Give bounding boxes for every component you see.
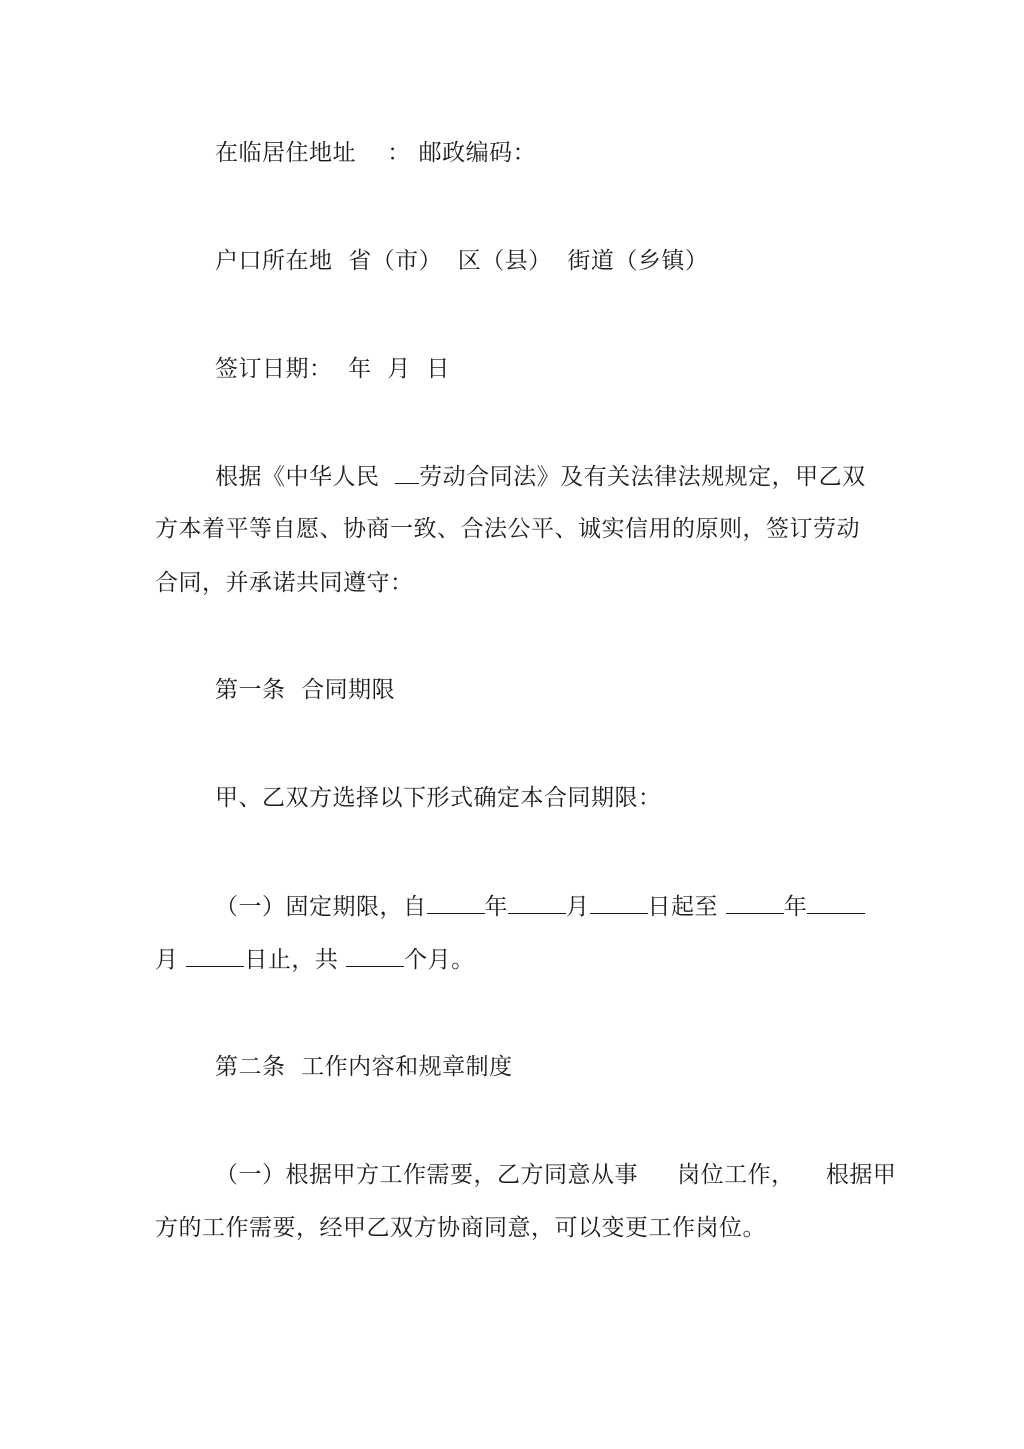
preamble-line-2: 方本着平等自愿、协商一致、合法公平、诚实信用的原则，签订劳动 (155, 516, 860, 542)
start-year-blank (427, 891, 485, 914)
day-to-label: 日止，共 (244, 947, 339, 973)
sign-date-year: 年 (348, 356, 372, 382)
article-1-title: 合同期限 (301, 677, 396, 703)
article-2-item-1-part-3: 根据甲 (825, 1162, 897, 1188)
end-month-label: 月 (155, 947, 179, 973)
hukou-street: 街道（乡镇） (567, 248, 709, 274)
article-1-item-1-line-1 (215, 891, 865, 922)
months-count-blank (346, 944, 404, 967)
start-day-blank (590, 891, 648, 914)
sign-date-month: 月 (387, 356, 411, 382)
preamble-blank (395, 461, 419, 484)
start-month-blank (508, 891, 566, 914)
end-year-label: 年 (783, 894, 808, 920)
article-2-item-1-line-1 (215, 1160, 896, 1190)
article-1-heading (215, 675, 395, 705)
hukou-line (215, 246, 708, 276)
hukou-province: 省（市） (348, 248, 443, 274)
term-start-text: （一）固定期限，自 (215, 894, 427, 920)
preamble-line-1 (215, 461, 866, 492)
postal-code-label: 邮政编码： (418, 140, 537, 166)
article-2-number: 第二条 (215, 1054, 286, 1080)
article-2-item-1-part-1: （一）根据甲方工作需要，乙方同意从事 (215, 1162, 638, 1188)
article-2-item-1-line-2: 方的工作需要，经甲乙双方协商同意，可以变更工作岗位。 (155, 1215, 766, 1241)
end-month-blank (807, 891, 865, 914)
temp-address-line (215, 138, 536, 168)
temp-address-colon: ： (387, 140, 411, 166)
hukou-label: 户口所在地 (215, 248, 333, 274)
article-2-item-1-part-2: 岗位工作， (677, 1162, 795, 1188)
start-year-label: 年 (484, 894, 508, 920)
start-month-label: 月 (566, 894, 590, 920)
preamble-part-1: 根据《中华人民 (215, 464, 380, 490)
preamble-line-3: 合同，并承诺共同遵守： (155, 570, 414, 596)
months-label: 个月。 (404, 947, 475, 973)
temp-address-label: 在临居住地址 (215, 140, 356, 166)
hukou-district: 区（县） (457, 248, 552, 274)
article-2-heading (215, 1052, 513, 1082)
article-1-number: 第一条 (215, 677, 286, 703)
article-1-item-1-line-2 (155, 944, 475, 975)
sign-date-line (215, 354, 450, 384)
article-1-intro: 甲、乙双方选择以下形式确定本合同期限： (215, 785, 662, 811)
end-day-blank (186, 944, 244, 967)
preamble-part-2: 劳动合同法》及有关法律法规规定，甲乙双 (419, 464, 866, 490)
end-year-blank (726, 891, 784, 914)
article-2-title: 工作内容和规章制度 (301, 1054, 513, 1080)
sign-date-label: 签订日期： (215, 356, 333, 382)
day-from-label: 日起至 (647, 894, 718, 920)
sign-date-day: 日 (426, 356, 450, 382)
